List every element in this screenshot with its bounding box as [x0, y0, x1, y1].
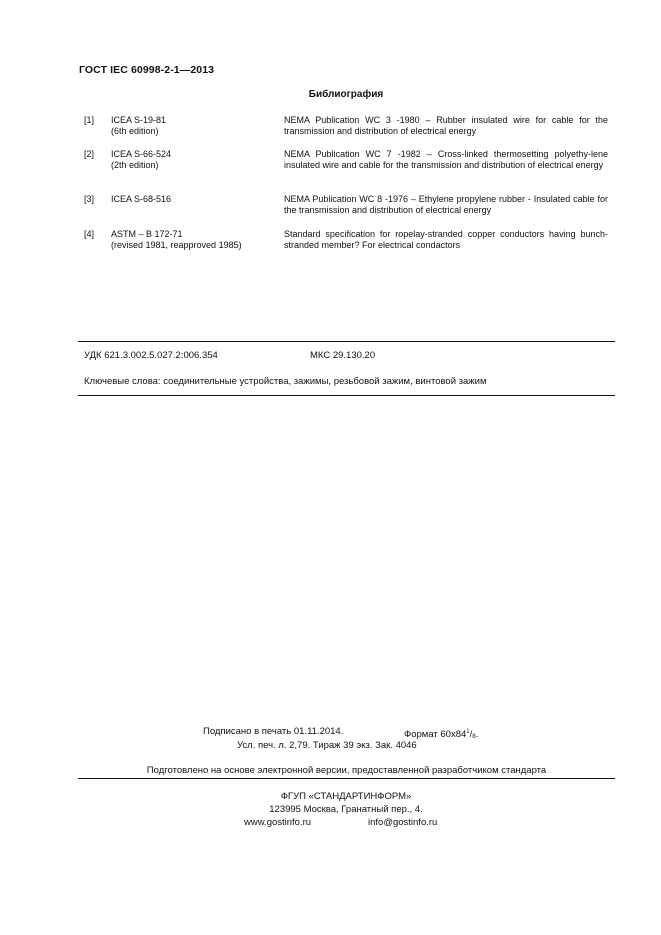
publisher-website[interactable]: www.gostinfo.ru — [244, 817, 312, 828]
paper-format: Формат $60x84^1/_8$. — [404, 729, 479, 740]
publisher-name: ФГУП «СТАНДАРТИНФОРМ» — [280, 791, 412, 802]
format-label: Формат 60x84 — [404, 729, 467, 740]
reference-line: (6th edition) — [111, 125, 159, 136]
divider-imprint — [78, 778, 615, 779]
reference-line: (2th edition) — [111, 159, 159, 170]
entry-number: [3] — [84, 194, 95, 204]
bibliography-title: Библиография — [308, 89, 384, 100]
format-numerator: 1 — [466, 729, 470, 735]
entry-reference — [111, 229, 281, 250]
entry-reference — [111, 115, 281, 136]
publisher-address: 123995 Москва, Гранатный пер., 4. — [269, 804, 423, 815]
reference-line: ICEA S-68-516 — [111, 194, 172, 204]
entry-number: [1] — [84, 115, 95, 125]
entry-number: [4] — [84, 229, 95, 239]
format-denominator: 8 — [472, 734, 476, 740]
entry-reference — [111, 194, 281, 205]
entry-text: Standard specification for ropelay-stranded copper conductors having bunch- stranded member? For electrical condactors — [284, 229, 608, 250]
print-info: Усл. печ. л. 2,79. Тираж 39 экз. Зак. 4046 — [237, 740, 417, 751]
divider-bottom — [78, 395, 615, 396]
reference-line: (revised 1981, reapproved 1985) — [111, 239, 242, 250]
format-end: . — [475, 729, 479, 740]
udk-code: УДК 621.3.002.5.027.2:006.354 — [84, 350, 218, 361]
reference-line: ICEA S-66-524 — [111, 149, 172, 159]
mks-code: МКС 29.130.20 — [310, 350, 376, 361]
signed-date: Подписано в печать 01.11.2014. — [203, 726, 344, 737]
entry-reference — [111, 149, 281, 170]
entry-number: [2] — [84, 149, 95, 159]
entry-text: NEMA Publication WC 7 -1982 – Cross-linked thermosetting polyethy-lene insulated wire and cable for the transmission and distribution of electrical energy — [284, 149, 608, 170]
prepared-note: Подготовлено на основе электронной версии, предоставленной разработчиком стандарта — [146, 765, 547, 776]
entry-text: NEMA Publication WC 8 -1976 – Ethylene propylene rubber - Insulated cable for the transmission and distribution of electrical energy — [284, 194, 608, 215]
standard-code: ГОСТ IEC 60998-2-1—2013 — [79, 64, 215, 76]
divider-top — [78, 341, 615, 342]
publisher-email[interactable]: info@gostinfo.ru — [368, 817, 438, 828]
reference-line: ICEA S-19-81 — [111, 115, 167, 125]
entry-text: NEMA Publication WC 3 -1980 – Rubber insulated wire for cable for the transmission and distribution of electrical energy — [284, 115, 608, 136]
keywords: Ключевые слова: соединительные устройства, зажимы, резьбовой зажим, винтовой зажим — [84, 376, 487, 387]
reference-line: ASTM – B 172-71 — [111, 229, 183, 239]
